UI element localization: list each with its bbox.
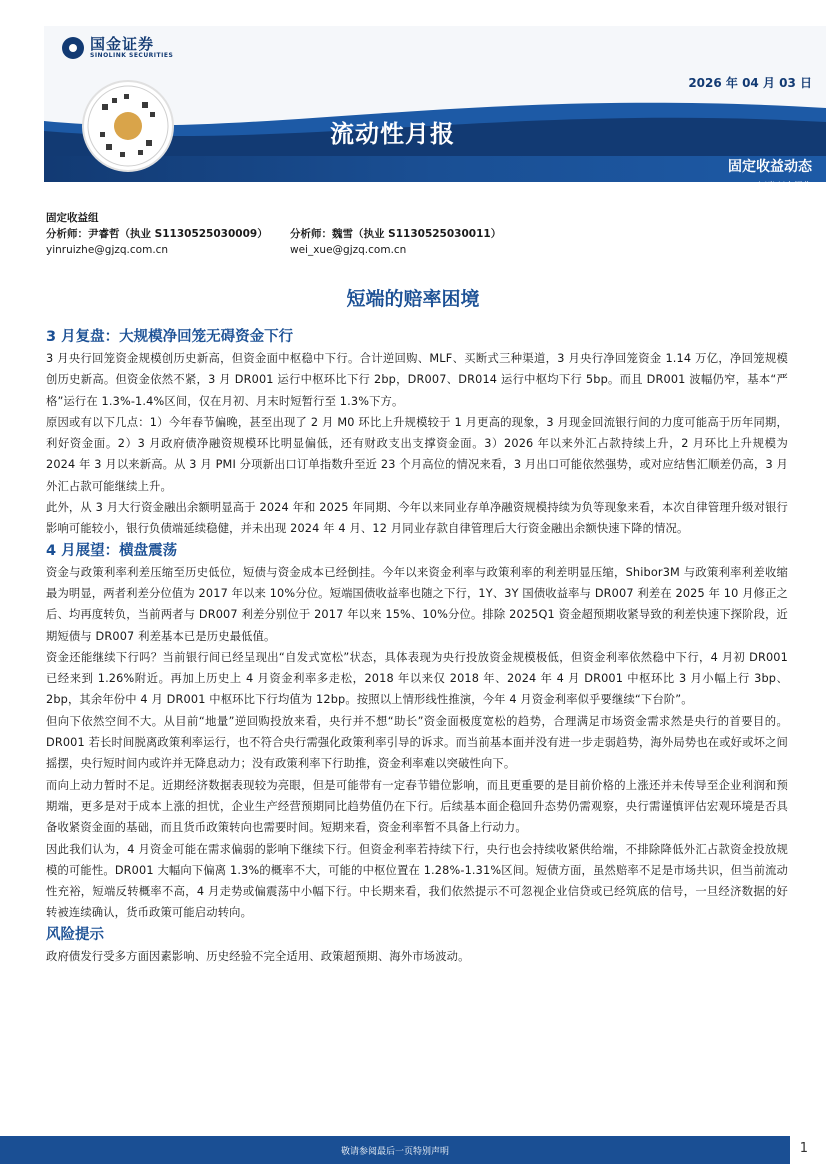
analyst1-label: 分析师： [46,228,88,240]
company-logo [62,36,173,60]
analyst2-label: 分析师： [290,228,332,240]
paragraph: 因此我们认为，4 月资金可能在需求偏弱的影响下继续下行。但资金利率若持续下行，央行也会持续收紧供给端，不排除降低外汇占款资金投放规模的可能性。DR001 大幅向下偏离 1.3%的概率不大，可能的中枢位置在 1.28%-1.31%区间。短债方面，虽然赔率不足是市场共识，但当前流动性充裕，短端反转概率不高，4 月走势或偏震荡中小幅下行。中长期来看，我们依然提示不可忽视企业信贷或已经筑底的信号，一旦经济数据的好转被连续确认，货币政策可能启动转向。 [46,842,788,920]
report-date: 2026 年 04 月 03 日 [688,76,812,90]
logo-mark-icon [62,37,84,59]
section-heading-march-review: 3 月复盘：大规模净回笼无碍资金下行 [46,329,294,345]
report-category: 固定收益动态 [728,159,812,175]
analyst-info [46,210,501,258]
report-type-title: 流动性月报 [330,120,455,148]
footer-disclaimer-link[interactable]: 敬请参阅最后一页特别声明 [340,1147,449,1157]
paragraph: 原因或有以下几点：1）今年春节偏晚，甚至出现了 2 月 M0 环比上升规模较于 1 月更高的现象，3 月现金回流银行间的力度可能高于历年同期，利好资金面。2）3 月政府债净融资规模环比明显偏低，还有财政支出支撑资金面。3）2026 年以来外汇占款持续上升，2 月环比上升规模为 2024 年 3 月以来新高。从 3 月 PMI 分项新出口订单指数升至近 23 个月高位的情况来看，3 月出口可能依然强势，或对应结售汇顺差仍高，3 月外汇占款可能继续上升。 [46,415,788,493]
footer-bar [0,1136,790,1164]
document-title: 短端的赔率困境 [346,288,480,310]
logo-name-cn: 国金证券 [90,35,155,53]
paragraph: 3 月央行回笼资金规模创历史新高，但资金面中枢稳中下行。合计逆回购、MLF、买断式三种渠道，3 月央行净回笼资金 1.14 万亿，净回笼规模创历史新高。但资金依然不紧，3 月 DR001 运行中枢环比下行 2bp，DR007、DR014 运行中枢均下行 5bp。而且 DR001 波幅仍窄，基本“严格”运行在 1.3%-1.4%区间，仅在月初、月末时短暂行至 1.3%下方。 [46,352,788,408]
paragraph: 政府债发行受多方面因素影响、历史经验不完全适用、政策超预期、海外市场波动。 [46,949,470,963]
paragraph: 而向上动力暂时不足。近期经济数据表现较为亮眼，但是可能带有一定春节错位影响，而且更重要的是目前价格的上涨还并未传导至企业利润和预期端，更多是对于成本上涨的担忧，企业生产经营预期同比趋势值仍在下行。后续基本面企稳回升态势仍需观察，央行需谨慎评估宏观环境是否具备收紧资金面的基础，而且货币政策转向也需要时间。短期来看，资金利率暂不具备上行动力。 [46,778,788,835]
section-heading-april-outlook: 4 月展望：横盘震荡 [46,542,178,559]
qr-center-badge-icon [114,112,142,140]
paragraph: 但向下依然空间不大。从目前“地量”逆回购投放来看，央行并不想“助长”资金面极度宽松的趋势，合理满足市场资金需求然是央行的首要目的。DR001 若长时间脱离政策利率运行，也不符合央行需强化政策利率引导的诉求。而当前基本面并没有进一步走弱趋势，海外局势也在或好或坏之间摇摆，央行短时间内或许并无降息动力；没有政策利率下行助推，资金利率难以突破性向下。 [46,714,788,771]
paragraph: 此外，从 3 月大行资金融出余额明显高于 2024 年和 2025 年同期、今年以来同业存单净融资规模持续为负等现象来看，本次自律管理升级对银行影响可能较小，银行负债端延续稳健，并未出现 2024 年 4 月、12 月同业存款自律管理后大行资金融出余额快速下降的情况。 [46,501,788,536]
analyst2-email[interactable]: wei_xue@gjzq.com.cn [290,244,407,256]
report-sub-category: 证券研究报告 [757,182,812,192]
logo-name-en: SINOLINK SECURITIES [90,52,174,59]
page-number: 1 [799,1141,808,1156]
section-heading-risk: 风险提示 [46,926,104,943]
report-body [46,326,788,967]
qr-code [82,80,174,172]
paragraph: 资金与政策利率利差压缩至历史低位，短债与资金成本已经倒挂。今年以来资金利率与政策利率的利差明显压缩，Shibor3M 与政策利率利差收缩最为明显，两者利差分位值为 2017 年以来 10%分位。短端国债收益率也随之下行，1Y、3Y 国债收益率与 DR007 利差在 2025 年 10 月修正之后、均再度转负，当前两者与 DR007 利差分别位于 2017 年以来 15%、10%分位。排除 2025Q1 资金超预期收紧导致的利差快速下探阶段，近期短债与 DR007 利差基本已是历史最低值。 [46,565,788,643]
analyst1-name: 尹睿哲（执业 S1130525030009） [88,228,268,240]
paragraph: 资金还能继续下行吗？当前银行间已经呈现出“自发式宽松”状态，具体表现为央行投放资金规模极低，但资金利率依然稳中下行，4 月初 DR001 已经来到 1.26%附近。再加上历史上 4 月资金利率多走松，2018 年以来仅 2018 年、2024 年 4 月 DR001 中枢环比 3 月小幅上行 3bp、2bp，其余年份中 4 月 DR001 中枢环比下行均值为 12bp。按照以上情形线性推演，今年 4 月资金利率似乎要继续“下台阶”。 [46,650,788,707]
analyst1-email[interactable]: yinruizhe@gjzq.com.cn [46,244,169,256]
research-group: 固定收益组 [46,212,99,224]
analyst2-name: 魏雪（执业 S1130525030011） [332,228,502,240]
